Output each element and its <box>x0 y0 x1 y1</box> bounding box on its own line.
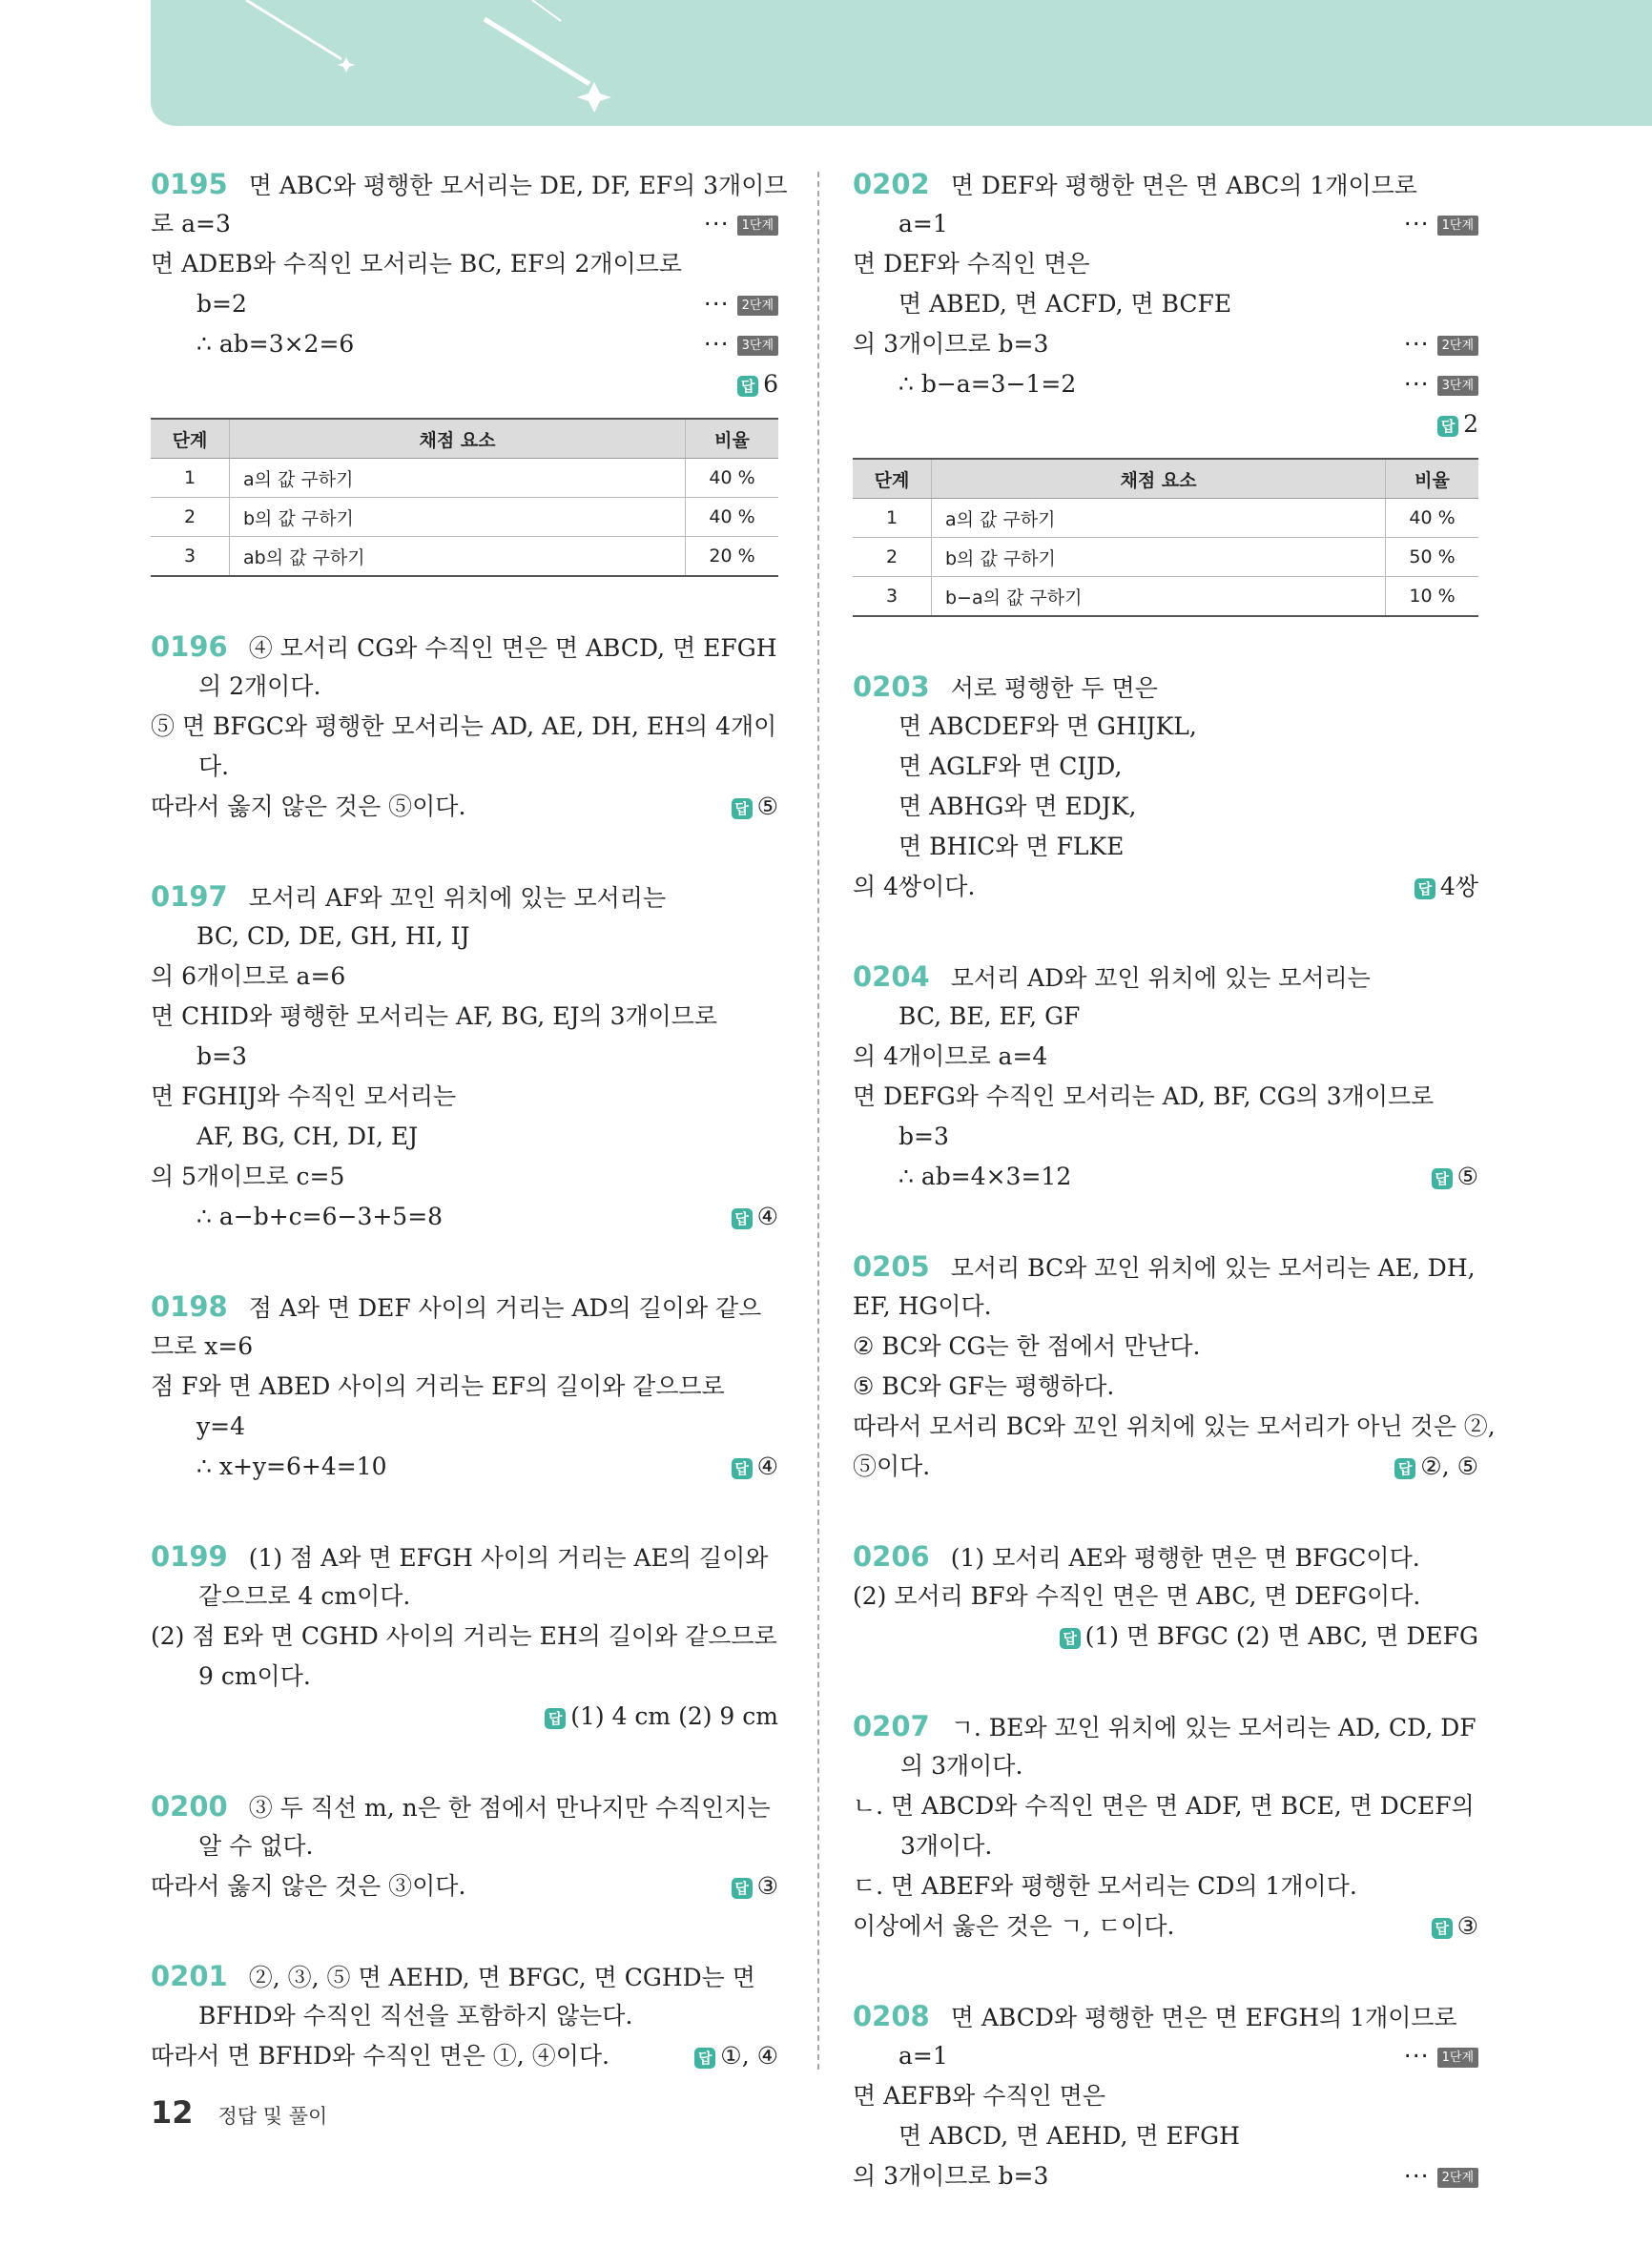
text-line: 따라서 옳지 않은 것은 ⑤이다. <box>151 793 466 820</box>
problem-0198 <box>151 1287 778 1487</box>
problem-0199 <box>151 1536 778 1737</box>
text-line: ∴ x+y=6+4=10 <box>196 1453 387 1480</box>
problem-0201 <box>151 1956 778 2076</box>
text-line: ②, ③, ⑤ 면 AEHD, 면 BFGC, 면 CGHD는 면 <box>248 1964 755 1991</box>
text-line: 모서리 AD와 꼬인 위치에 있는 모서리는 <box>950 964 1371 992</box>
problem-0207 <box>853 1706 1478 1947</box>
text-line: 6 <box>763 370 778 398</box>
text-line: AF, BG, CH, DI, EJ <box>196 1123 419 1150</box>
text-line: ⑤ BC와 GF는 평행하다. <box>853 1372 1115 1400</box>
problem-0197 <box>151 876 778 1237</box>
ellipsis-dots: ··· <box>1403 210 1430 237</box>
step-badge: 2단계 <box>1437 2168 1478 2188</box>
text-line: b의 값 구하기 <box>230 498 686 537</box>
ellipsis-dots: ··· <box>1403 330 1430 358</box>
header-banner <box>151 0 1652 126</box>
answer-icon: 답 <box>732 1878 753 1899</box>
problem-0200 <box>151 1786 778 1906</box>
text-line: ∴ b−a=3−1=2 <box>898 370 1077 398</box>
page-number: 12 <box>151 2094 194 2131</box>
problem-0195 <box>151 164 788 577</box>
text-line: 따라서 면 BFHD와 수직인 면은 ①, ④이다. <box>151 2042 609 2070</box>
column-divider <box>817 172 819 2070</box>
text-line: 면 FGHIJ와 수직인 모서리는 <box>151 1082 457 1110</box>
text-line: 면 ABCD, 면 AEHD, 면 EFGH <box>898 2122 1240 2150</box>
text-line: b의 값 구하기 <box>932 538 1386 577</box>
text-line: ②, ⑤ <box>1420 1453 1478 1480</box>
scoring-table <box>853 458 1478 617</box>
answer <box>732 1447 778 1487</box>
problem-number: 0198 <box>151 1290 228 1323</box>
step-badge: 2단계 <box>1437 336 1478 356</box>
step-badge: 2단계 <box>737 296 778 316</box>
text-line: (1) 면 BFGC (2) 면 ABC, 면 DEFG <box>1084 1622 1478 1650</box>
text-line: 같으므로 4 cm이다. <box>198 1582 411 1610</box>
text-line: 서로 평행한 두 면은 <box>950 674 1158 702</box>
text-line: ⑤ <box>756 793 778 820</box>
answer-icon: 답 <box>1394 1458 1415 1479</box>
ellipsis-dots: ··· <box>1403 370 1430 398</box>
text-line: 로 a=3 <box>151 210 231 237</box>
text-line: 따라서 옳지 않은 것은 ③이다. <box>151 1872 466 1900</box>
text-line: 점 F와 면 ABED 사이의 거리는 EF의 길이와 같으므로 <box>151 1372 725 1400</box>
answer <box>732 1197 778 1237</box>
problem-number: 0205 <box>853 1250 930 1283</box>
text-line: ④ <box>756 1203 778 1230</box>
text-line: 의 3개이므로 b=3 <box>853 2162 1049 2190</box>
problem-number: 0203 <box>853 670 930 703</box>
answer-icon: 답 <box>1415 878 1435 899</box>
text-line: 채점 요소 <box>230 419 686 459</box>
text-line: 3 <box>853 577 932 617</box>
text-line: 2 <box>151 498 230 537</box>
text-line: 2 <box>1463 410 1478 438</box>
text-line: 면 DEF와 수직인 면은 <box>853 250 1090 278</box>
problem-number: 0201 <box>151 1960 228 1992</box>
text-line: 3개이다. <box>900 1832 993 1860</box>
answer-icon: 답 <box>732 1458 753 1479</box>
problem-0196 <box>151 627 778 827</box>
page-footer <box>151 2094 327 2131</box>
text-line: 의 4쌍이다. <box>853 873 976 900</box>
text-line: 4쌍 <box>1439 873 1478 900</box>
problem-number: 0200 <box>151 1790 228 1823</box>
answer-icon: 답 <box>694 2048 715 2069</box>
text-line: 면 ABED, 면 ACFD, 면 BCFE <box>898 290 1232 318</box>
text-line: 다. <box>198 752 230 780</box>
problem-0203 <box>853 667 1478 907</box>
text-line: a=1 <box>898 2042 948 2070</box>
answer <box>694 2036 778 2076</box>
answer-icon: 답 <box>732 798 753 819</box>
text-line: 2 <box>853 538 932 577</box>
text-line: 면 AEFB와 수직인 면은 <box>853 2082 1105 2110</box>
footer-label: 정답 및 풀이 <box>217 2105 328 2128</box>
table-row <box>151 459 778 498</box>
text-line: 의 4개이므로 a=4 <box>853 1042 1048 1070</box>
text-line: ④ <box>756 1453 778 1480</box>
text-line: a=1 <box>898 210 948 237</box>
text-line: b=2 <box>196 290 247 318</box>
text-line: ③ <box>756 1872 778 1900</box>
text-line: ㄱ. BE와 꼬인 위치에 있는 모서리는 AD, CD, DF <box>950 1714 1476 1741</box>
text-line: 의 3개이다. <box>900 1752 1023 1780</box>
answer <box>1432 1157 1478 1197</box>
text-line: a의 값 구하기 <box>932 499 1386 538</box>
text-line: 40 % <box>1386 499 1479 538</box>
text-line: EF, HG이다. <box>853 1292 992 1320</box>
text-line: 므로 x=6 <box>151 1332 254 1360</box>
text-line: 따라서 모서리 BC와 꼬인 위치에 있는 모서리가 아닌 것은 ②, <box>853 1412 1496 1440</box>
problem-0205 <box>853 1247 1496 1487</box>
text-line: 10 % <box>1386 577 1479 617</box>
table-row <box>151 537 778 577</box>
text-line: 면 ABHG와 면 EDJK, <box>898 793 1137 820</box>
ellipsis-dots: ··· <box>1403 2042 1430 2070</box>
text-line: ∴ ab=3×2=6 <box>196 330 355 358</box>
table-row <box>853 538 1478 577</box>
ellipsis-dots: ··· <box>703 330 730 358</box>
text-line: 점 A와 면 DEF 사이의 거리는 AD의 길이와 같으 <box>248 1294 762 1322</box>
text-line: ③ <box>1456 1912 1478 1940</box>
answer-icon: 답 <box>732 1208 753 1229</box>
text-line: ㄴ. 면 ABCD와 수직인 면은 면 ADF, 면 BCE, 면 DCEF의 <box>853 1792 1475 1820</box>
answer-icon: 답 <box>545 1708 566 1729</box>
text-line: ⑤ 면 BFGC와 평행한 모서리는 AD, AE, DH, EH의 4개이 <box>151 712 777 740</box>
text-line: 40 % <box>686 498 779 537</box>
problem-number: 0207 <box>853 1710 930 1742</box>
text-line: 40 % <box>686 459 779 498</box>
problem-0206 <box>853 1536 1478 1657</box>
text-line: 면 BHIC와 면 FLKE <box>898 833 1125 860</box>
text-line: (1) 4 cm (2) 9 cm <box>570 1702 778 1730</box>
text-line: b−a의 값 구하기 <box>932 577 1386 617</box>
step-badge: 1단계 <box>737 216 778 236</box>
left-column <box>151 164 788 2126</box>
answer <box>1415 867 1478 907</box>
step-badge: 3단계 <box>1437 376 1478 396</box>
answer <box>732 787 778 827</box>
text-line: ①, ④ <box>720 2042 778 2070</box>
text-line: 면 ADEB와 수직인 모서리는 BC, EF의 2개이므로 <box>151 250 683 278</box>
text-line: ㄷ. 면 ABEF와 평행한 모서리는 CD의 1개이다. <box>853 1872 1357 1900</box>
text-line: (1) 모서리 AE와 평행한 면은 면 BFGC이다. <box>950 1544 1420 1572</box>
text-line: 의 2개이다. <box>198 672 321 700</box>
text-line: 비율 <box>1386 459 1479 499</box>
answer-icon: 답 <box>1432 1168 1453 1189</box>
step-badge: 1단계 <box>1437 2048 1478 2068</box>
problem-number: 0197 <box>151 880 228 913</box>
table-row <box>853 499 1478 538</box>
text-line: (1) 점 A와 면 EFGH 사이의 거리는 AE의 길이와 <box>248 1544 769 1572</box>
answer <box>1394 1447 1478 1487</box>
text-line: 50 % <box>1386 538 1479 577</box>
text-line: BFHD와 수직인 직선을 포함하지 않는다. <box>198 2002 633 2030</box>
problem-number: 0196 <box>151 630 228 663</box>
table-row <box>853 577 1478 617</box>
text-line: 1 <box>151 459 230 498</box>
problem-number: 0199 <box>151 1540 228 1573</box>
text-line: 단계 <box>151 419 230 459</box>
text-line: 단계 <box>853 459 932 499</box>
answer-icon: 답 <box>737 376 758 397</box>
problem-number: 0202 <box>853 168 930 200</box>
text-line: 면 AGLF와 면 CIJD, <box>898 752 1123 780</box>
answer <box>737 364 778 404</box>
text-line: ⑤이다. <box>853 1453 931 1480</box>
text-line: 비율 <box>686 419 779 459</box>
text-line: 면 ABC와 평행한 모서리는 DE, DF, EF의 3개이므 <box>248 172 788 199</box>
text-line: ··· <box>703 210 730 237</box>
scoring-table <box>151 418 778 577</box>
step-badge: 3단계 <box>737 336 778 356</box>
text-line: 모서리 AF와 꼬인 위치에 있는 모서리는 <box>248 884 667 912</box>
right-column <box>853 164 1496 2246</box>
answer <box>545 1697 778 1737</box>
text-line: (2) 모서리 BF와 수직인 면은 면 ABC, 면 DEFG이다. <box>853 1582 1421 1610</box>
text-line: 의 5개이므로 c=5 <box>151 1163 345 1190</box>
text-line: ab의 값 구하기 <box>230 537 686 577</box>
text-line: 1 <box>853 499 932 538</box>
text-line: 20 % <box>686 537 779 577</box>
answer-icon: 답 <box>1432 1918 1453 1939</box>
answer-icon: 답 <box>1060 1628 1081 1649</box>
text-line: ② BC와 CG는 한 점에서 만난다. <box>853 1332 1201 1360</box>
text-line: a의 값 구하기 <box>230 459 686 498</box>
text-line: ∴ a−b+c=6−3+5=8 <box>196 1203 444 1230</box>
text-line: 채점 요소 <box>932 459 1386 499</box>
problem-0208 <box>853 1996 1478 2196</box>
answer <box>732 1866 778 1906</box>
text-line: b=3 <box>196 1042 247 1070</box>
text-line: ③ 두 직선 m, n은 한 점에서 만나지만 수직인지는 <box>248 1794 771 1822</box>
text-line: 면 DEF와 평행한 면은 면 ABC의 1개이므로 <box>950 172 1417 199</box>
problem-0202 <box>853 164 1478 617</box>
text-line: 면 DEFG와 수직인 모서리는 AD, BF, CG의 3개이므로 <box>853 1082 1435 1110</box>
problem-number: 0195 <box>151 168 228 200</box>
answer <box>1432 1906 1478 1947</box>
text-line: 면 CHID와 평행한 모서리는 AF, BG, EJ의 3개이므로 <box>151 1002 718 1030</box>
text-line: ∴ ab=4×3=12 <box>898 1163 1072 1190</box>
text-line: ⑤ <box>1456 1163 1478 1190</box>
answer <box>1060 1617 1478 1657</box>
ellipsis-dots: ··· <box>703 290 730 318</box>
answer-icon: 답 <box>1437 416 1458 437</box>
step-badge: 1단계 <box>1437 216 1478 236</box>
problem-0204 <box>853 957 1478 1197</box>
answer <box>1437 404 1478 444</box>
text-line: 의 3개이므로 b=3 <box>853 330 1049 358</box>
text-line: (2) 점 E와 면 CGHD 사이의 거리는 EH의 길이와 같으므로 <box>151 1622 777 1650</box>
text-line: 면 ABCD와 평행한 면은 면 EFGH의 1개이므로 <box>950 2004 1457 2031</box>
text-line: 의 6개이므로 a=6 <box>151 962 346 990</box>
ellipsis-dots: ··· <box>1403 2162 1430 2190</box>
table-row <box>151 498 778 537</box>
text-line: ④ 모서리 CG와 수직인 면은 면 ABCD, 면 EFGH <box>248 634 777 662</box>
problem-number: 0206 <box>853 1540 930 1573</box>
text-line: 이상에서 옳은 것은 ㄱ, ㄷ이다. <box>853 1912 1175 1940</box>
text-line: b=3 <box>898 1123 949 1150</box>
text-line: 알 수 없다. <box>198 1832 314 1860</box>
text-line: 면 ABCDEF와 면 GHIJKL, <box>898 712 1197 740</box>
text-line: 9 cm이다. <box>198 1662 311 1690</box>
text-line: BC, CD, DE, GH, HI, IJ <box>196 922 470 950</box>
text-line: 모서리 BC와 꼬인 위치에 있는 모서리는 AE, DH, <box>950 1254 1476 1282</box>
text-line: 3 <box>151 537 230 577</box>
decorative-stars-icon <box>151 0 1652 126</box>
text-line: BC, BE, EF, GF <box>898 1002 1081 1030</box>
problem-number: 0208 <box>853 2000 930 2032</box>
problem-number: 0204 <box>853 960 930 993</box>
text-line: y=4 <box>196 1412 245 1440</box>
